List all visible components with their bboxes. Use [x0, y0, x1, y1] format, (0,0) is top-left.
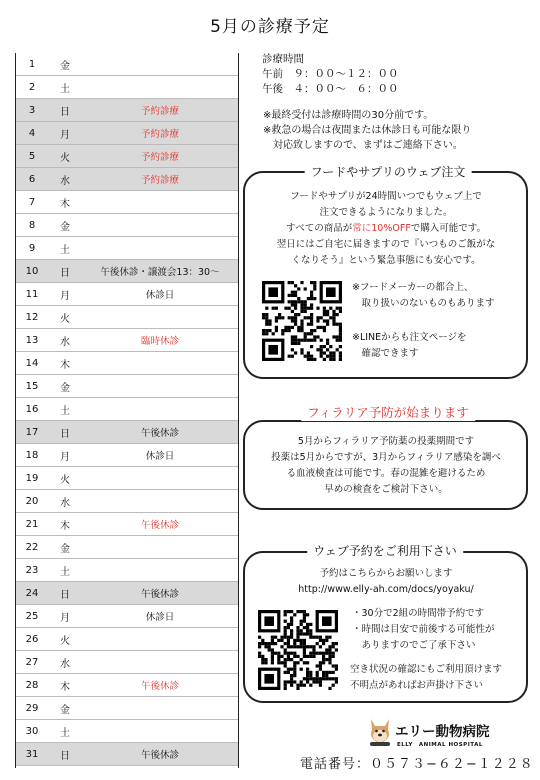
filaria-line: 投薬は5月からですが、3月からフィラリア感染を調べ	[271, 452, 501, 463]
calendar-note: 予約診療	[140, 152, 179, 163]
calendar-row	[16, 237, 238, 260]
food-line: すべての商品が	[285, 223, 353, 234]
food-line: フードやサプリが24時間いつでもウェブ上で	[290, 191, 482, 202]
clinic-name-en: ELLY ANIMAL HOSPITAL	[397, 742, 483, 748]
calendar-weekday: 日	[60, 750, 70, 762]
calendar-weekday: 火	[60, 313, 70, 325]
calendar-row	[16, 398, 238, 421]
calendar-row	[16, 582, 238, 605]
calendar-row	[16, 168, 238, 191]
food-line-discount	[250, 221, 522, 237]
calendar-note: 休診日	[145, 451, 175, 462]
filaria-line: る血液検査は可能です。春の混雑を避けるため	[286, 468, 486, 479]
calendar-weekday: 土	[60, 566, 70, 578]
calendar-row	[16, 513, 238, 536]
calendar-row	[16, 283, 238, 306]
calendar-day: 22	[25, 541, 39, 553]
calendar-weekday: 金	[60, 60, 70, 72]
calendar-day: 23	[25, 564, 39, 576]
web-reserve-intro	[250, 566, 522, 598]
calendar-row	[16, 559, 238, 582]
calendar-day: 10	[25, 265, 39, 277]
calendar-row	[16, 651, 238, 674]
calendar-day: 25	[25, 610, 39, 622]
calendar-day: 21	[25, 518, 39, 530]
calendar-row	[16, 306, 238, 329]
food-line: 翌日にはご自宅に届きますので『いつものご飯がな	[276, 239, 496, 250]
calendar-row	[16, 536, 238, 559]
calendar-weekday: 土	[60, 83, 70, 95]
calendar-row	[16, 628, 238, 651]
calendar-weekday: 水	[60, 497, 70, 509]
calendar-day: 8	[28, 219, 36, 231]
calendar-row	[16, 444, 238, 467]
calendar-weekday: 月	[60, 290, 70, 302]
web-reserve-qr-code[interactable]	[258, 610, 338, 690]
calendar-day: 12	[25, 311, 39, 323]
calendar-weekday: 木	[60, 520, 70, 532]
filaria-title: フィラリア予防が始まります	[301, 403, 475, 421]
calendar-note: 午後休診・譲渡会13：30〜	[100, 267, 220, 278]
calendar-weekday: 土	[60, 244, 70, 256]
calendar-row	[16, 375, 238, 398]
calendar-weekday: 月	[60, 451, 70, 463]
web-reserve-bullets: ・30分で2組の時間帯予約です ・時間は目安で前後する可能性が ありますのでご了承下さい	[352, 608, 495, 651]
calendar-day: 26	[25, 633, 39, 645]
calendar-day: 4	[28, 127, 36, 139]
calendar-note: 午後休診	[140, 589, 179, 600]
hours-heading: 診療時間	[262, 53, 304, 65]
calendar-weekday: 日	[60, 589, 70, 601]
calendar-row	[16, 720, 238, 743]
note-line: ※最終受付は診療時間の30分前です。	[263, 110, 434, 121]
calendar-row	[16, 605, 238, 628]
calendar-note: 予約診療	[140, 106, 179, 117]
calendar-day: 16	[25, 403, 39, 415]
calendar-weekday: 火	[60, 474, 70, 486]
note-line: 対応致しますので、まずはご連絡下さい。	[263, 140, 463, 151]
calendar-weekday: 水	[60, 336, 70, 348]
calendar-day: 14	[25, 357, 39, 369]
calendar-day: 24	[25, 587, 39, 599]
food-order-title: フードやサプリのウェブ注文	[305, 163, 472, 180]
calendar-row	[16, 743, 238, 766]
calendar-note: 臨時休診	[140, 336, 179, 347]
calendar-day: 17	[25, 426, 39, 438]
calendar-weekday: 月	[60, 129, 70, 141]
calendar-day: 2	[28, 81, 36, 93]
calendar-day: 1	[28, 58, 36, 70]
hours-pm: 午後 ４：００〜 ６：００	[262, 83, 399, 95]
page-title: 5月の診療予定	[210, 17, 330, 37]
calendar-weekday: 金	[60, 543, 70, 555]
calendar-note: 予約診療	[140, 129, 179, 140]
calendar-weekday: 火	[60, 152, 70, 164]
calendar-note: 休診日	[145, 290, 175, 301]
calendar-day: 18	[25, 449, 39, 461]
web-reserve-line: 予約はこちらからお願いします	[319, 568, 453, 579]
calendar-row	[16, 76, 238, 99]
calendar-weekday: 火	[60, 635, 70, 647]
calendar-row	[16, 214, 238, 237]
calendar-day: 9	[28, 242, 36, 254]
web-reserve-url[interactable]: http://www.elly-ah.com/docs/yoyaku/	[298, 584, 474, 595]
calendar-weekday: 日	[60, 267, 70, 279]
calendar-day: 15	[25, 380, 39, 392]
calendar-day: 29	[25, 702, 39, 714]
calendar-weekday: 木	[60, 359, 70, 371]
calendar-note: 休診日	[145, 612, 175, 623]
calendar-row	[16, 352, 238, 375]
calendar-row	[16, 99, 238, 122]
web-reserve-footer: 空き状況の確認にもご利用頂けます 不明点があればお声掛け下さい	[350, 664, 503, 691]
clinic-notes	[263, 108, 471, 153]
calendar-day: 31	[25, 748, 39, 760]
calendar-day: 11	[25, 288, 39, 300]
food-qr-note: ※フードメーカーの都合上、 取り扱いのないものもあります	[352, 282, 495, 309]
food-line: 注文できるようになりました。	[319, 207, 453, 218]
line-qr-note: ※LINEからも注文ページを 確認できます	[352, 332, 467, 359]
calendar-row	[16, 145, 238, 168]
calendar-note: 午後休診	[140, 750, 179, 761]
calendar-note: 午後休診	[140, 681, 179, 692]
calendar-row	[16, 467, 238, 490]
calendar-weekday: 水	[60, 658, 70, 670]
calendar-day: 7	[28, 196, 36, 208]
calendar-weekday: 土	[60, 727, 70, 739]
dog-logo-icon	[366, 716, 394, 746]
calendar-day: 30	[25, 725, 39, 737]
calendar-note: 午後休診	[140, 428, 179, 439]
filaria-line: 5月からフィラリア予防薬の投薬期間です	[297, 436, 475, 447]
calendar-weekday: 日	[60, 106, 70, 118]
hours-am: 午前 ９：００〜１２：００	[262, 68, 399, 80]
calendar-day: 20	[25, 495, 39, 507]
calendar-weekday: 金	[60, 221, 70, 233]
calendar-day: 19	[25, 472, 39, 484]
calendar-weekday: 水	[60, 175, 70, 187]
calendar-day: 28	[25, 679, 39, 691]
calendar-weekday: 木	[60, 681, 70, 693]
filaria-text	[246, 434, 526, 498]
calendar-weekday: 土	[60, 405, 70, 417]
food-line: くなりそう』という緊急事態にも安心です。	[291, 255, 481, 266]
calendar-weekday: 金	[60, 704, 70, 716]
calendar-day: 6	[28, 173, 36, 185]
calendar-row	[16, 53, 238, 76]
calendar-weekday: 金	[60, 382, 70, 394]
calendar-row	[16, 697, 238, 720]
calendar-weekday: 月	[60, 612, 70, 624]
calendar-row	[16, 260, 238, 283]
calendar-weekday: 木	[60, 198, 70, 210]
schedule-calendar	[15, 53, 239, 768]
calendar-note: 午後休診	[140, 520, 179, 531]
calendar-row	[16, 490, 238, 513]
calendar-row	[16, 329, 238, 352]
calendar-weekday: 日	[60, 428, 70, 440]
food-order-qr-code[interactable]	[262, 281, 342, 361]
filaria-line: 早めの検査をご検討下さい。	[324, 484, 448, 495]
clinic-name: エリー動物病院	[395, 724, 490, 740]
calendar-day: 5	[28, 150, 36, 162]
calendar-row	[16, 191, 238, 214]
clinic-hours	[262, 52, 399, 97]
calendar-day: 13	[25, 334, 39, 346]
food-line: で購入可能です。	[410, 223, 487, 234]
calendar-day: 3	[28, 104, 36, 116]
calendar-note: 予約診療	[140, 175, 179, 186]
web-reserve-title: ウェブ予約をご利用下さい	[307, 542, 463, 559]
phone-number: 電話番号：０５７３−６２−１２２８	[300, 757, 534, 772]
food-order-text	[250, 189, 522, 269]
note-line: ※救急の場合は夜間または休診日も可能な限り	[263, 125, 472, 136]
calendar-row	[16, 122, 238, 145]
calendar-row	[16, 674, 238, 697]
calendar-day: 27	[25, 656, 39, 668]
calendar-row	[16, 421, 238, 444]
discount-highlight: 常に10%OFF	[352, 223, 411, 234]
